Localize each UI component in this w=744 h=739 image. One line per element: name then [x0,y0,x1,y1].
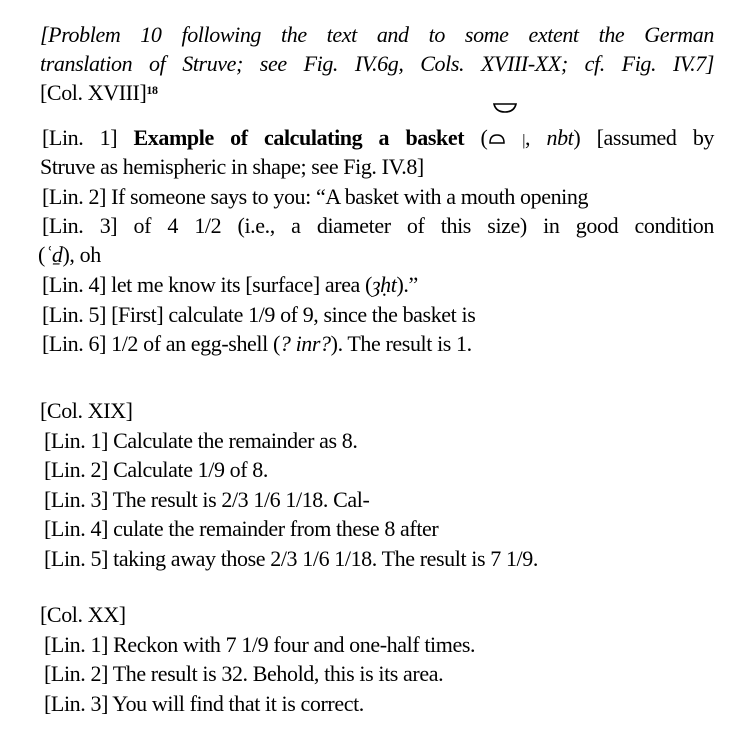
transliteration: nbt [546,125,574,150]
col-xviii-line-3: [Lin. 3] of 4 1/2 (i.e., a diameter of this size) in good condition [42,213,714,238]
header-note-line-2: translation of Struve; see Fig. IV.6g, Cols. XVIII-XX; cf. Fig. IV.7] [40,51,714,76]
col-xviii-line-6 [42,331,472,357]
col-xviii-line-1-cont: Struve as hemispheric in shape; see Fig. IV.8] [40,154,424,179]
col-xx-heading: [Col. XX] [40,602,126,627]
transliteration: ȝḥt [371,272,397,297]
transliteration: ʿḏ [44,242,63,267]
col-heading-text: [Col. XVIII] [40,80,147,105]
col-xviii-line-5: [Lin. 5] [First] calculate 1/9 of 9, since the basket is [42,302,476,327]
paren: ( [38,242,45,267]
separator: , [525,125,547,150]
problem-title: Example of calculating a basket [133,125,465,150]
line-rest: ). The result is 1. [330,331,472,356]
col-xviii-line-1 [42,125,714,154]
stroke-glyph: | [507,132,526,149]
col-xviii-line-2: [Lin. 2] If someone says to you: “A basket with a mouth opening [42,184,589,209]
col-xix-line-2: [Lin. 2] Calculate 1/9 of 8. [44,457,269,482]
col-xix-line-5: [Lin. 5] taking away those 2/3 1/6 1/18. The result is 7 1/9. [44,546,538,571]
col-xviii-line-3-cont [38,242,101,268]
footnote-reference[interactable]: 18 [146,83,158,97]
line-label: [Lin. 1] [42,125,134,150]
col-xix-heading: [Col. XIX] [40,398,133,423]
col-xx-line-2: [Lin. 2] The result is 32. Behold, this is its area. [44,661,444,686]
header-note-line-1: [Problem 10 following the text and to some extent the German [40,22,714,47]
col-xx-line-1: [Lin. 1] Reckon with 7 1/9 four and one-half times. [44,632,476,657]
hieroglyph-basket-icon [487,130,507,146]
line-rest: ) [assumed by [573,125,715,150]
col-xviii-heading [40,80,158,106]
paren: ( [464,125,488,150]
line-text: [Lin. 4] let me know its [surface] area ( [42,272,372,297]
line-rest: ).” [396,272,418,297]
col-xx-line-3: [Lin. 3] You will find that it is correct. [44,691,364,716]
col-xix-line-4: [Lin. 4] culate the remainder from these 8 after [44,516,439,541]
col-xix-line-3: [Lin. 3] The result is 2/3 1/6 1/18. Cal- [44,487,370,512]
transliteration: ? inr? [279,331,331,356]
col-xix-line-1: [Lin. 1] Calculate the remainder as 8. [44,428,358,453]
line-text: [Lin. 6] 1/2 of an egg-shell ( [42,331,280,356]
col-xviii-line-4 [42,272,418,298]
line-rest: ), oh [62,242,101,267]
hieroglyph-basket-top-icon [492,102,518,114]
